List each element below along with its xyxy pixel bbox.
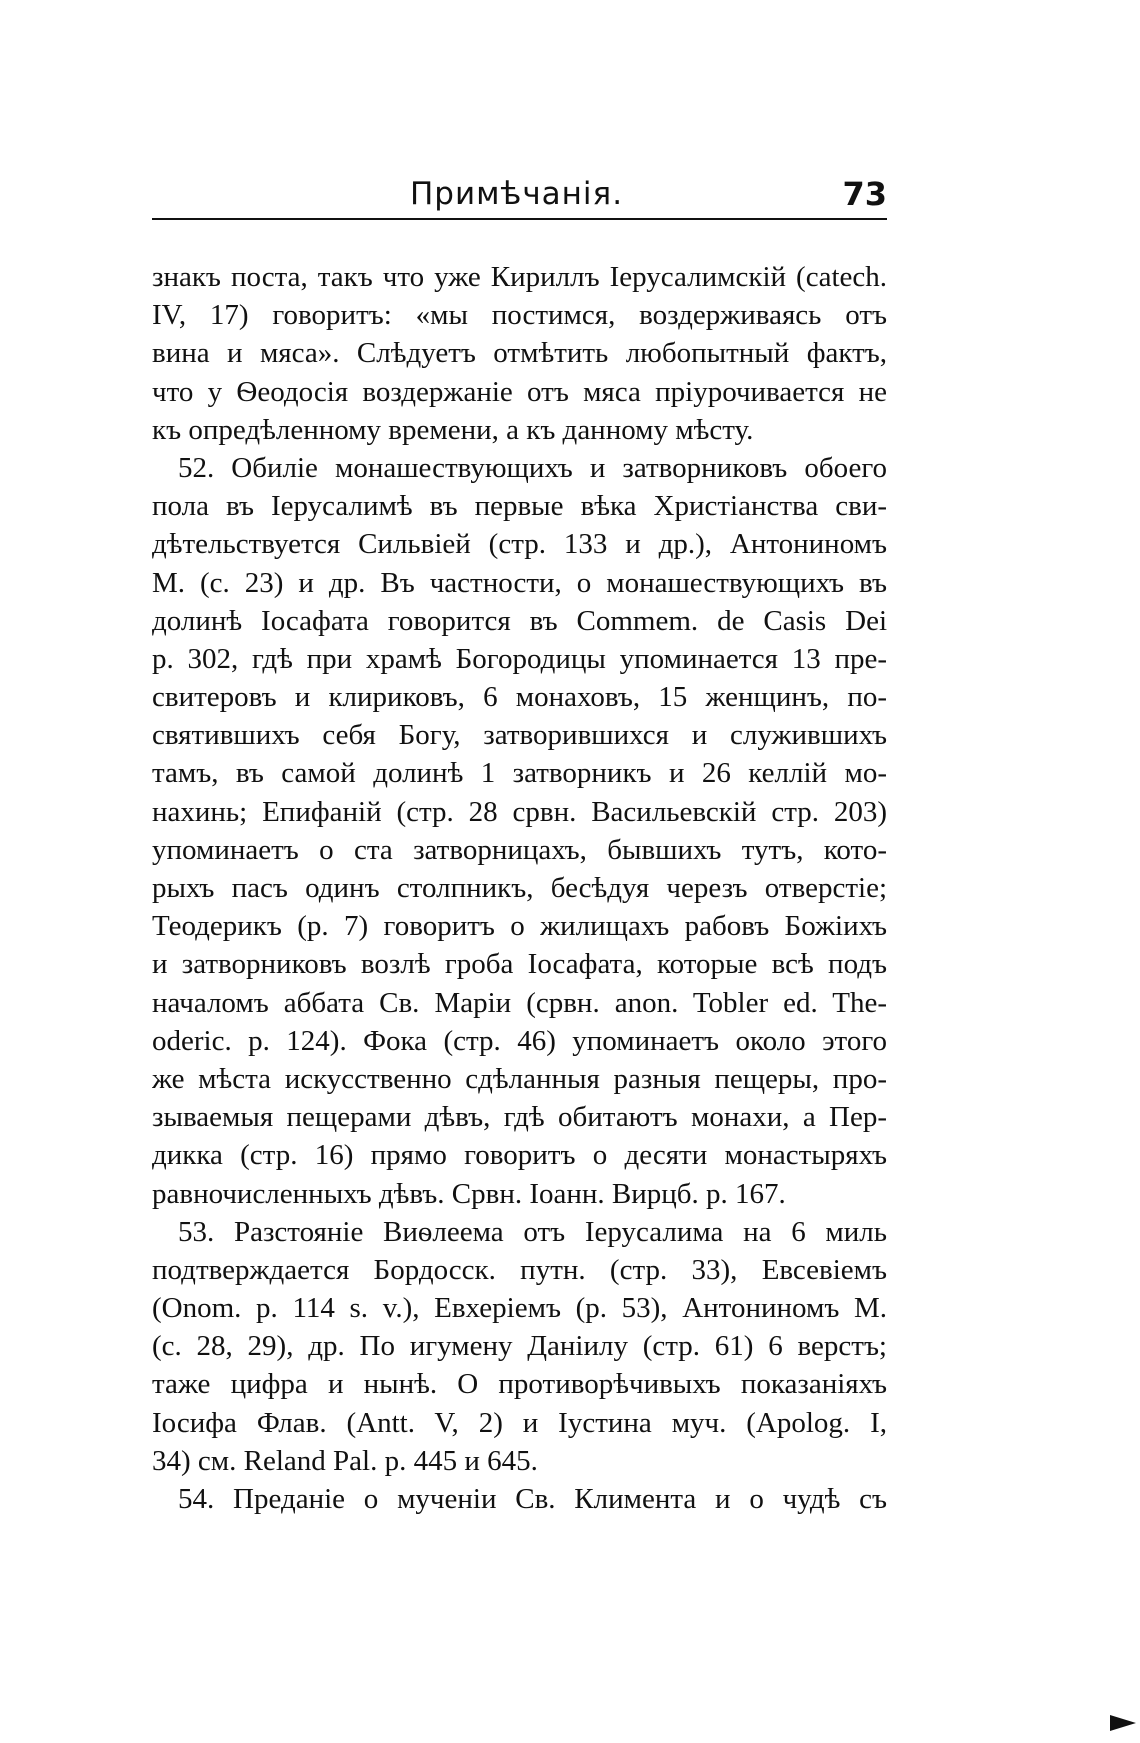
text-line: же мѣста искусственно сдѣланныя разныя пещеры, про- (152, 1062, 887, 1095)
body-text (152, 258, 887, 1518)
text-line: началомъ аббата Св. Маріи (срвн. anon. Tobler ed. The- (152, 986, 887, 1019)
text-line: дикка (стр. 16) прямо говоритъ о десяти монастыряхъ (152, 1139, 887, 1172)
text-line: таже цифра и нынѣ. О противорѣчивыхъ показаніяхъ (152, 1368, 887, 1401)
text-line: (Onom. p. 114 s. v.), Евхеріемъ (p. 53), Антониномъ М. (152, 1292, 887, 1325)
running-head (152, 176, 887, 220)
text-line: М. (с. 23) и др. Въ частности, о монашествующихъ въ (152, 566, 887, 599)
text-line: Теодерикъ (p. 7) говоритъ о жилищахъ рабовъ Божіихъ (152, 910, 887, 943)
text-line: Іосифа Флав. (Antt. V, 2) и Іустина муч. (Apolog. I, (152, 1406, 887, 1439)
text-line: къ опредѣленному времени, а къ данному мѣсту. (152, 413, 754, 446)
text-line: (с. 28, 29), др. По игумену Даніилу (стр. 61) 6 верстъ; (152, 1330, 887, 1363)
text-line: и затворниковъ возлѣ гроба Іосафата, которые всѣ подъ (152, 948, 887, 981)
text-line: что у Ѳеодосія воздержаніе отъ мяса пріурочивается не (152, 375, 887, 408)
text-line: равночисленныхъ дѣвъ. Срвн. Іоанн. Вирцб. p. 167. (152, 1177, 786, 1210)
text-line: знакъ поста, такъ что уже Кириллъ Іерусалимскій (catech. (152, 261, 887, 293)
text-line: IV, 17) говоритъ: «мы постимся, воздерживаясь отъ (152, 299, 887, 332)
text-line: долинѣ Іосафата говорится въ Commem. de Casis Dei (152, 604, 887, 637)
text-line: зываемыя пещерами дѣвъ, гдѣ обитаютъ монахи, а Пер- (152, 1101, 887, 1134)
text-line: p. 302, гдѣ при храмѣ Богородицы упоминается 13 пре- (152, 642, 887, 675)
page-number: 73 (842, 175, 887, 213)
text-line: oderic. p. 124). Фока (стр. 46) упоминаетъ около этого (152, 1024, 887, 1057)
text-line: свитеровъ и клириковъ, 6 монаховъ, 15 женщинъ, по- (152, 681, 887, 714)
note-52-start: 52. Обиліе монашествующихъ и затворниковъ обоего (178, 451, 887, 484)
note-53-start: 53. Разстояніе Виѳлеема отъ Іерусалима на 6 миль (178, 1215, 887, 1248)
text-line: дѣтельствуется Сильвіей (стр. 133 и др.), Антониномъ (152, 528, 887, 561)
text-line: пола въ Іерусалимѣ въ первые вѣка Христіанства сви- (152, 490, 887, 523)
text-line: вина и мяса». Слѣдуетъ отмѣтить любопытный фактъ, (152, 337, 887, 370)
text-line: 34) см. Reland Pal. p. 445 и 645. (152, 1444, 538, 1477)
text-line: подтверждается Бордосск. путн. (стр. 33), Евсевіемъ (152, 1253, 887, 1286)
text-line: тамъ, въ самой долинѣ 1 затворникъ и 26 келлій мо- (152, 757, 887, 790)
header-rule (152, 218, 887, 220)
page-corner-arrow-icon (1110, 1715, 1136, 1731)
text-line: упоминаетъ о ста затворницахъ, бывшихъ тутъ, кото- (152, 833, 887, 866)
text-line: нахинь; Епифаній (стр. 28 срвн. Васильевскій стр. 203) (152, 795, 887, 828)
page-title: Примѣчанія. (410, 176, 624, 212)
note-54-start: 54. Преданіе о мученіи Св. Климента и о чудѣ съ (178, 1483, 887, 1515)
text-line: рыхъ пасъ одинъ столпникъ, бесѣдуя черезъ отверстіе; (152, 872, 887, 904)
text-line: святившихъ себя Богу, затворившихся и служившихъ (152, 719, 887, 752)
